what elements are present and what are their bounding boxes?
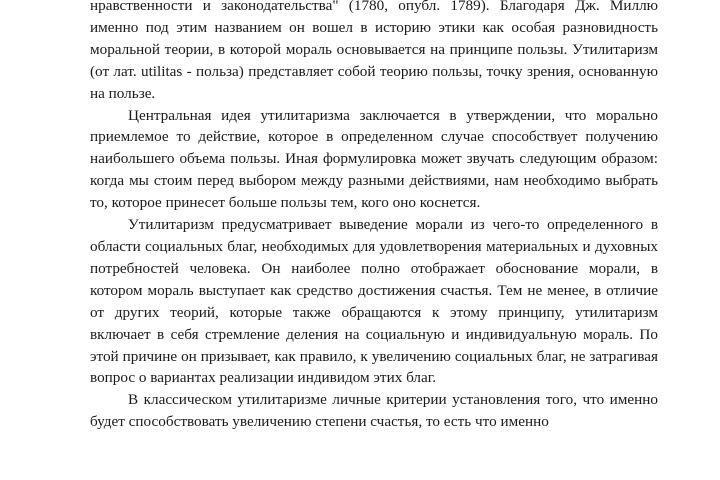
paragraph-2: Центральная идея утилитаризма заключается в утверждении, что морально приемлемое то действие, которое в определенном случае способствует получению наибольшего объема пользы. Иная формулировка может звучать следующим образом: когда мы стоим перед выбором между разными действиями, нам необходимо выбрать то, которое принесет больше пользы тем, кого оно коснется. xyxy=(90,106,658,212)
paragraph-3: Утилитаризм предусматривает выведение морали из чего-то определенного в области социальных благ, необходимых для удовлетворения материальных и духовных потребностей человека. Он наиболее полно отображает обоснование морали, в котором мораль выступает как средство достижения счастья. Тем не менее, в отличие от других теорий, которые также обращаются к этому принципу, утилитаризм включает в себя стремление деления на социальную и индивидуальную мораль. По этой причине он призывает, как правило, к увеличению социальных благ, не затрагивая вопрос о вариантах реализации индивидом этих благ. xyxy=(90,216,658,387)
paragraph-1: нравственности и законодательства" (1780, опубл. 1789). Благодаря Дж. Миллю именно под этим названием он вошел в историю этики как особая разновидность моральной теории, в которой мораль основывается на принципе пользы. Утилитаризм (от лат. utilitas - польза) представляет собой теорию пользы, точку зрения, основанную на пользе. xyxy=(90,0,658,102)
paragraph-4: В классическом утилитаризме личные критерии установления того, что именно будет способствовать увеличению степени счастья, то есть что именно xyxy=(90,391,658,431)
document-body xyxy=(90,0,658,433)
